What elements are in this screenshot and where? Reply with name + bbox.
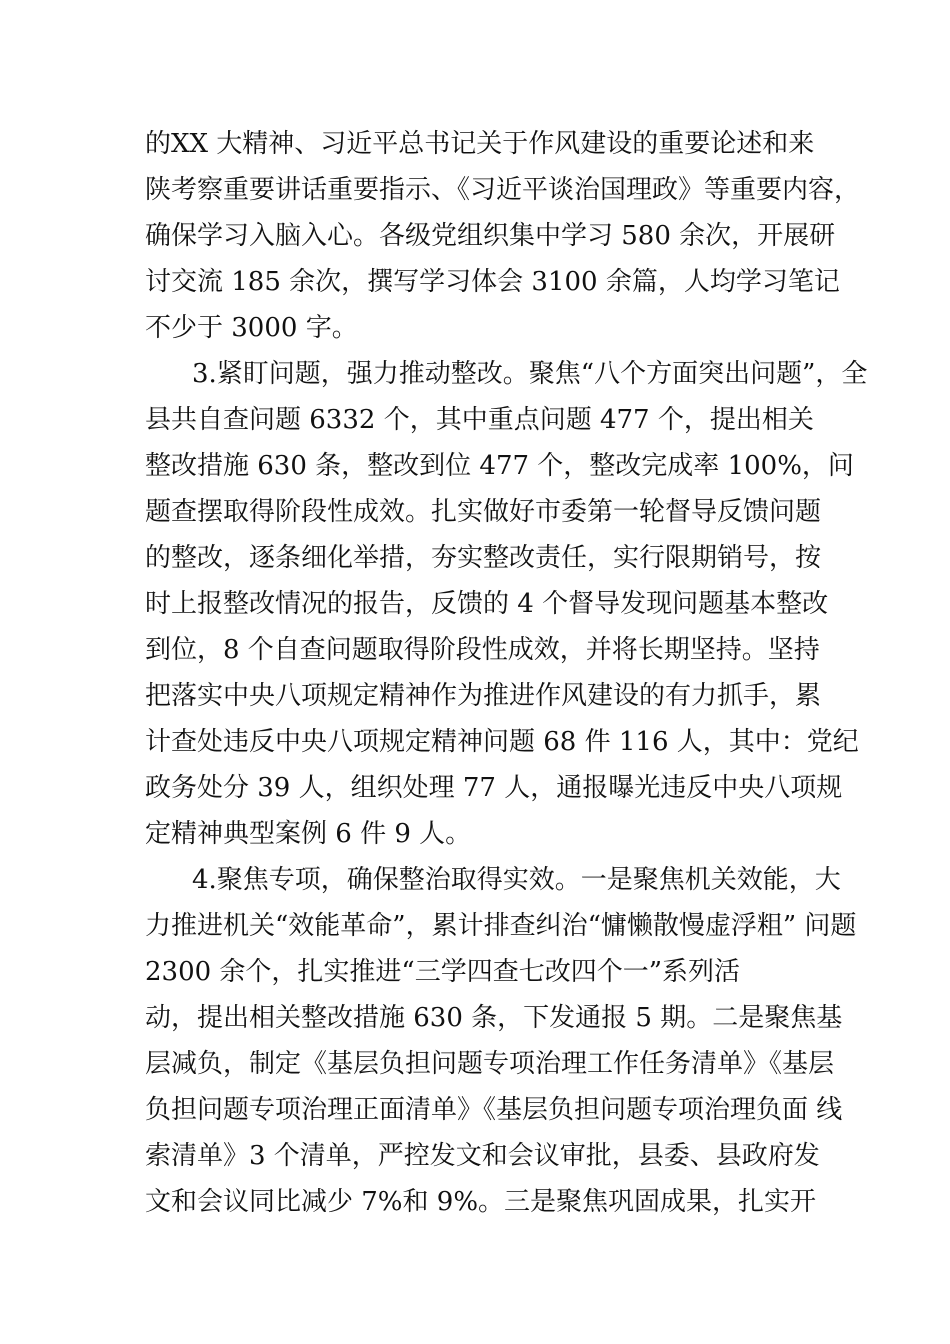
text-line: 题查摆取得阶段性成效。扎实做好市委第一轮督导反馈问题 xyxy=(145,497,822,527)
text-line: 把落实中央八项规定精神作为推进作风建设的有力抓手，累 xyxy=(145,681,822,711)
text-line: 不少于 3000 字。 xyxy=(145,313,358,343)
text-line: 负担问题专项治理正面清单》《基层负担问题专项治理负面 线 xyxy=(145,1095,843,1125)
paragraph-3-heading-line: 3.紧盯问题，强力推动整改。聚焦“八个方面突出问题”，全 xyxy=(192,359,868,389)
text-line: 计查处违反中央八项规定精神问题 68 件 116 人，其中：党纪 xyxy=(145,727,859,757)
text-line: 2300 余个，扎实推进“三学四查七改四个一”系列活 xyxy=(145,957,741,987)
text-line: 讨交流 185 余次，撰写学习体会 3100 余篇，人均学习笔记 xyxy=(145,267,840,297)
text-line: 力推进机关“效能革命”，累计排查纠治“慵懒散慢虚浮粗” 问题 xyxy=(145,911,857,941)
paragraph-4-heading-line: 4.聚焦专项，确保整治取得实效。一是聚焦机关效能，大 xyxy=(192,865,841,895)
text-line: 时上报整改情况的报告，反馈的 4 个督导发现问题基本整改 xyxy=(145,589,829,619)
text-line: 的XX 大精神、习近平总书记关于作风建设的重要论述和来 xyxy=(145,129,815,159)
text-line: 索清单》3 个清单，严控发文和会议审批，县委、县政府发 xyxy=(145,1141,820,1171)
text-line: 整改措施 630 条，整改到位 477 个，整改完成率 100%，问 xyxy=(145,451,854,481)
text-line: 的整改，逐条细化举措，夯实整改责任，实行限期销号，按 xyxy=(145,543,822,573)
text-line: 文和会议同比减少 7%和 9%。三是聚焦巩固成果，扎实开 xyxy=(145,1187,817,1217)
text-line: 确保学习入脑入心。各级党组织集中学习 580 余次，开展研 xyxy=(145,221,836,251)
text-line: 层减负，制定《基层负担问题专项治理工作任务清单》《基层 xyxy=(145,1049,835,1079)
text-line: 陕考察重要讲话重要指示、《习近平谈治国理政》等重要内容， xyxy=(145,175,861,205)
text-line: 动，提出相关整改措施 630 条，下发通报 5 期。二是聚焦基 xyxy=(145,1003,843,1033)
text-line: 县共自查问题 6332 个，其中重点问题 477 个，提出相关 xyxy=(145,405,814,435)
text-line: 定精神典型案例 6 件 9 人。 xyxy=(145,819,472,849)
text-line: 到位，8 个自查问题取得阶段性成效，并将长期坚持。坚持 xyxy=(145,635,820,665)
text-line: 政务处分 39 人，组织处理 77 人，通报曝光违反中央八项规 xyxy=(145,773,843,803)
